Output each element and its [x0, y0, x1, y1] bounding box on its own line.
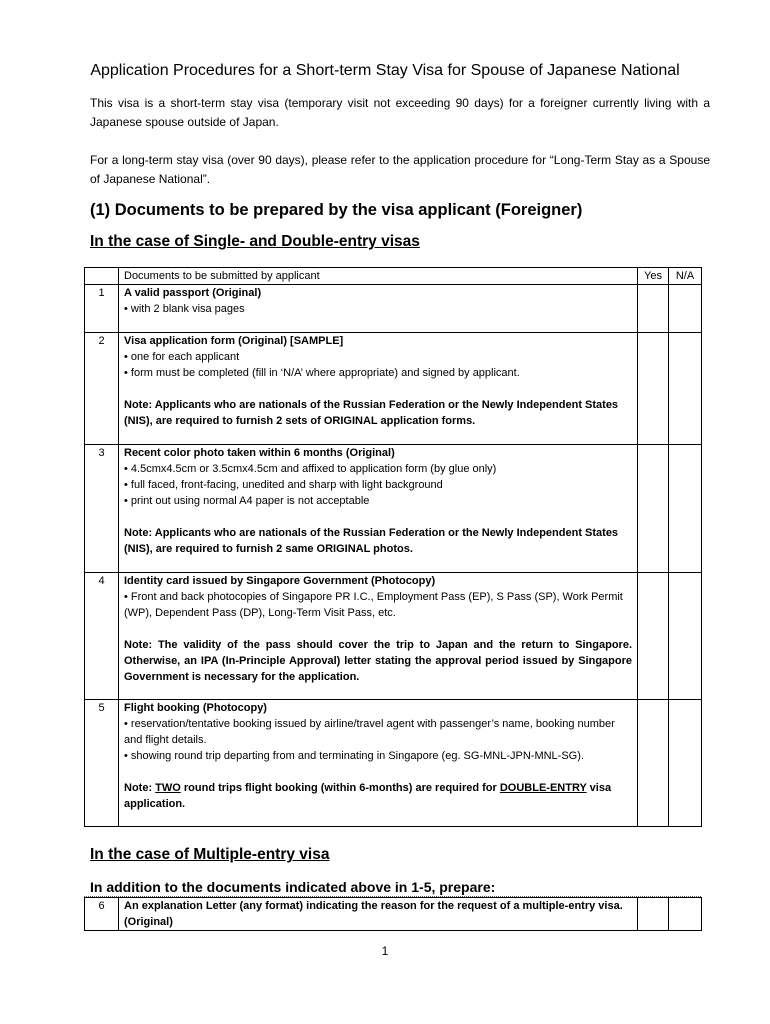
table-row: [85, 898, 702, 931]
intro-paragraph-2: For a long-term stay visa (over 90 days), please refer to the application procedure for “Long-Term Stay as a Spouse of Japanese National”.: [90, 153, 710, 186]
yes-checkbox-cell[interactable]: [638, 898, 669, 931]
na-checkbox-cell[interactable]: [669, 333, 702, 445]
row-note: Note: Applicants who are nationals of the Russian Federation or the Newly Independent States (NIS), are required to furnish 2 sets of ORIGINAL application forms.: [124, 399, 619, 427]
row-title: A valid passport (Original): [124, 287, 262, 299]
row-content: [119, 333, 638, 445]
row-bullet: • with 2 blank visa pages: [124, 301, 632, 317]
yes-checkbox-cell[interactable]: [638, 445, 669, 573]
na-checkbox-cell[interactable]: [669, 898, 702, 931]
header-na: N/A: [669, 268, 702, 285]
yes-checkbox-cell[interactable]: [638, 573, 669, 700]
table-row: [85, 285, 702, 333]
row-title: Recent color photo taken within 6 months (Original): [124, 447, 395, 459]
yes-checkbox-cell[interactable]: [638, 285, 669, 333]
section-1-heading: (1) Documents to be prepared by the visa applicant (Foreigner): [90, 201, 583, 219]
documents-table: [84, 267, 702, 827]
row-note: Note: Applicants who are nationals of the Russian Federation or the Newly Independent States (NIS), are required to furnish 2 same ORIGINAL photos.: [124, 527, 619, 555]
table-row: [85, 700, 702, 827]
row-bullet: • 4.5cmx4.5cm or 3.5cmx4.5cm and affixed to application form (by glue only): [124, 461, 632, 477]
single-double-entry-heading: In the case of Single- and Double-entry visas: [90, 233, 420, 250]
row-content: [119, 573, 638, 700]
row-title: Visa application form (Original) [SAMPLE]: [124, 335, 344, 347]
row-title: Identity card issued by Singapore Government (Photocopy): [124, 575, 436, 587]
emphasis-double-entry: DOUBLE-ENTRY: [499, 782, 587, 794]
row-bullet: • Front and back photocopies of Singapore PR I.C., Employment Pass (EP), S Pass (SP), Work Permit (WP), Dependent Pass (DP), Long-Term Visit Pass, etc.: [124, 589, 632, 621]
page-title: Application Procedures for a Short-term Stay Visa for Spouse of Japanese National: [90, 62, 680, 79]
row-content: [119, 285, 638, 333]
row-title: An explanation Letter (any format) indicating the reason for the request of a multiple-entry visa. (Original): [124, 900, 623, 928]
row-number: 2: [85, 333, 119, 445]
na-checkbox-cell[interactable]: [669, 445, 702, 573]
row-bullet: • form must be completed (fill in ‘N/A’ where appropriate) and signed by applicant.: [124, 365, 632, 381]
row-number: 4: [85, 573, 119, 700]
na-checkbox-cell[interactable]: [669, 700, 702, 827]
row-content: [119, 898, 638, 931]
row-title: Flight booking (Photocopy): [124, 702, 267, 714]
table-row: [85, 573, 702, 700]
row-bullet: • print out using normal A4 paper is not acceptable: [124, 493, 632, 509]
row-content: [119, 445, 638, 573]
na-checkbox-cell[interactable]: [669, 573, 702, 700]
header-yes: Yes: [638, 268, 669, 285]
row-content: [119, 700, 638, 827]
table-row: [85, 445, 702, 573]
row-number: 5: [85, 700, 119, 827]
intro-paragraph-1: This visa is a short-term stay visa (temporary visit not exceeding 90 days) for a foreigner currently living with a Japanese spouse outside of Japan.: [90, 96, 710, 129]
row-bullet: • reservation/tentative booking issued by airline/travel agent with passenger’s name, booking number and flight details.: [124, 716, 632, 748]
row-number: 6: [85, 898, 119, 931]
page-number: 1: [381, 944, 389, 958]
row-bullet: • full faced, front-facing, unedited and sharp with light background: [124, 477, 632, 493]
row-bullet: • showing round trip departing from and terminating in Singapore (eg. SG-MNL-JPN-MNL-SG).: [124, 748, 632, 764]
multiple-entry-subheading: In addition to the documents indicated above in 1-5, prepare:: [90, 879, 496, 895]
emphasis-two: TWO: [155, 782, 181, 794]
row-note: Note: TWO round trips flight booking (within 6-months) are required for DOUBLE-ENTRY visa application.: [124, 782, 612, 810]
na-checkbox-cell[interactable]: [669, 285, 702, 333]
yes-checkbox-cell[interactable]: [638, 700, 669, 827]
multiple-entry-table: [84, 897, 702, 931]
table-row: [85, 333, 702, 445]
row-number: 1: [85, 285, 119, 333]
table-header-row: [85, 268, 702, 285]
header-documents: Documents to be submitted by applicant: [119, 268, 638, 285]
row-number: 3: [85, 445, 119, 573]
multiple-entry-heading: In the case of Multiple-entry visa: [90, 846, 330, 863]
row-bullet: • one for each applicant: [124, 349, 632, 365]
yes-checkbox-cell[interactable]: [638, 333, 669, 445]
row-note: Note: The validity of the pass should cover the trip to Japan and the return to Singapore. Otherwise, an IPA (In-Principle Approval) letter stating the approval period issued by Singapore Government is necessary for the application.: [124, 639, 632, 683]
